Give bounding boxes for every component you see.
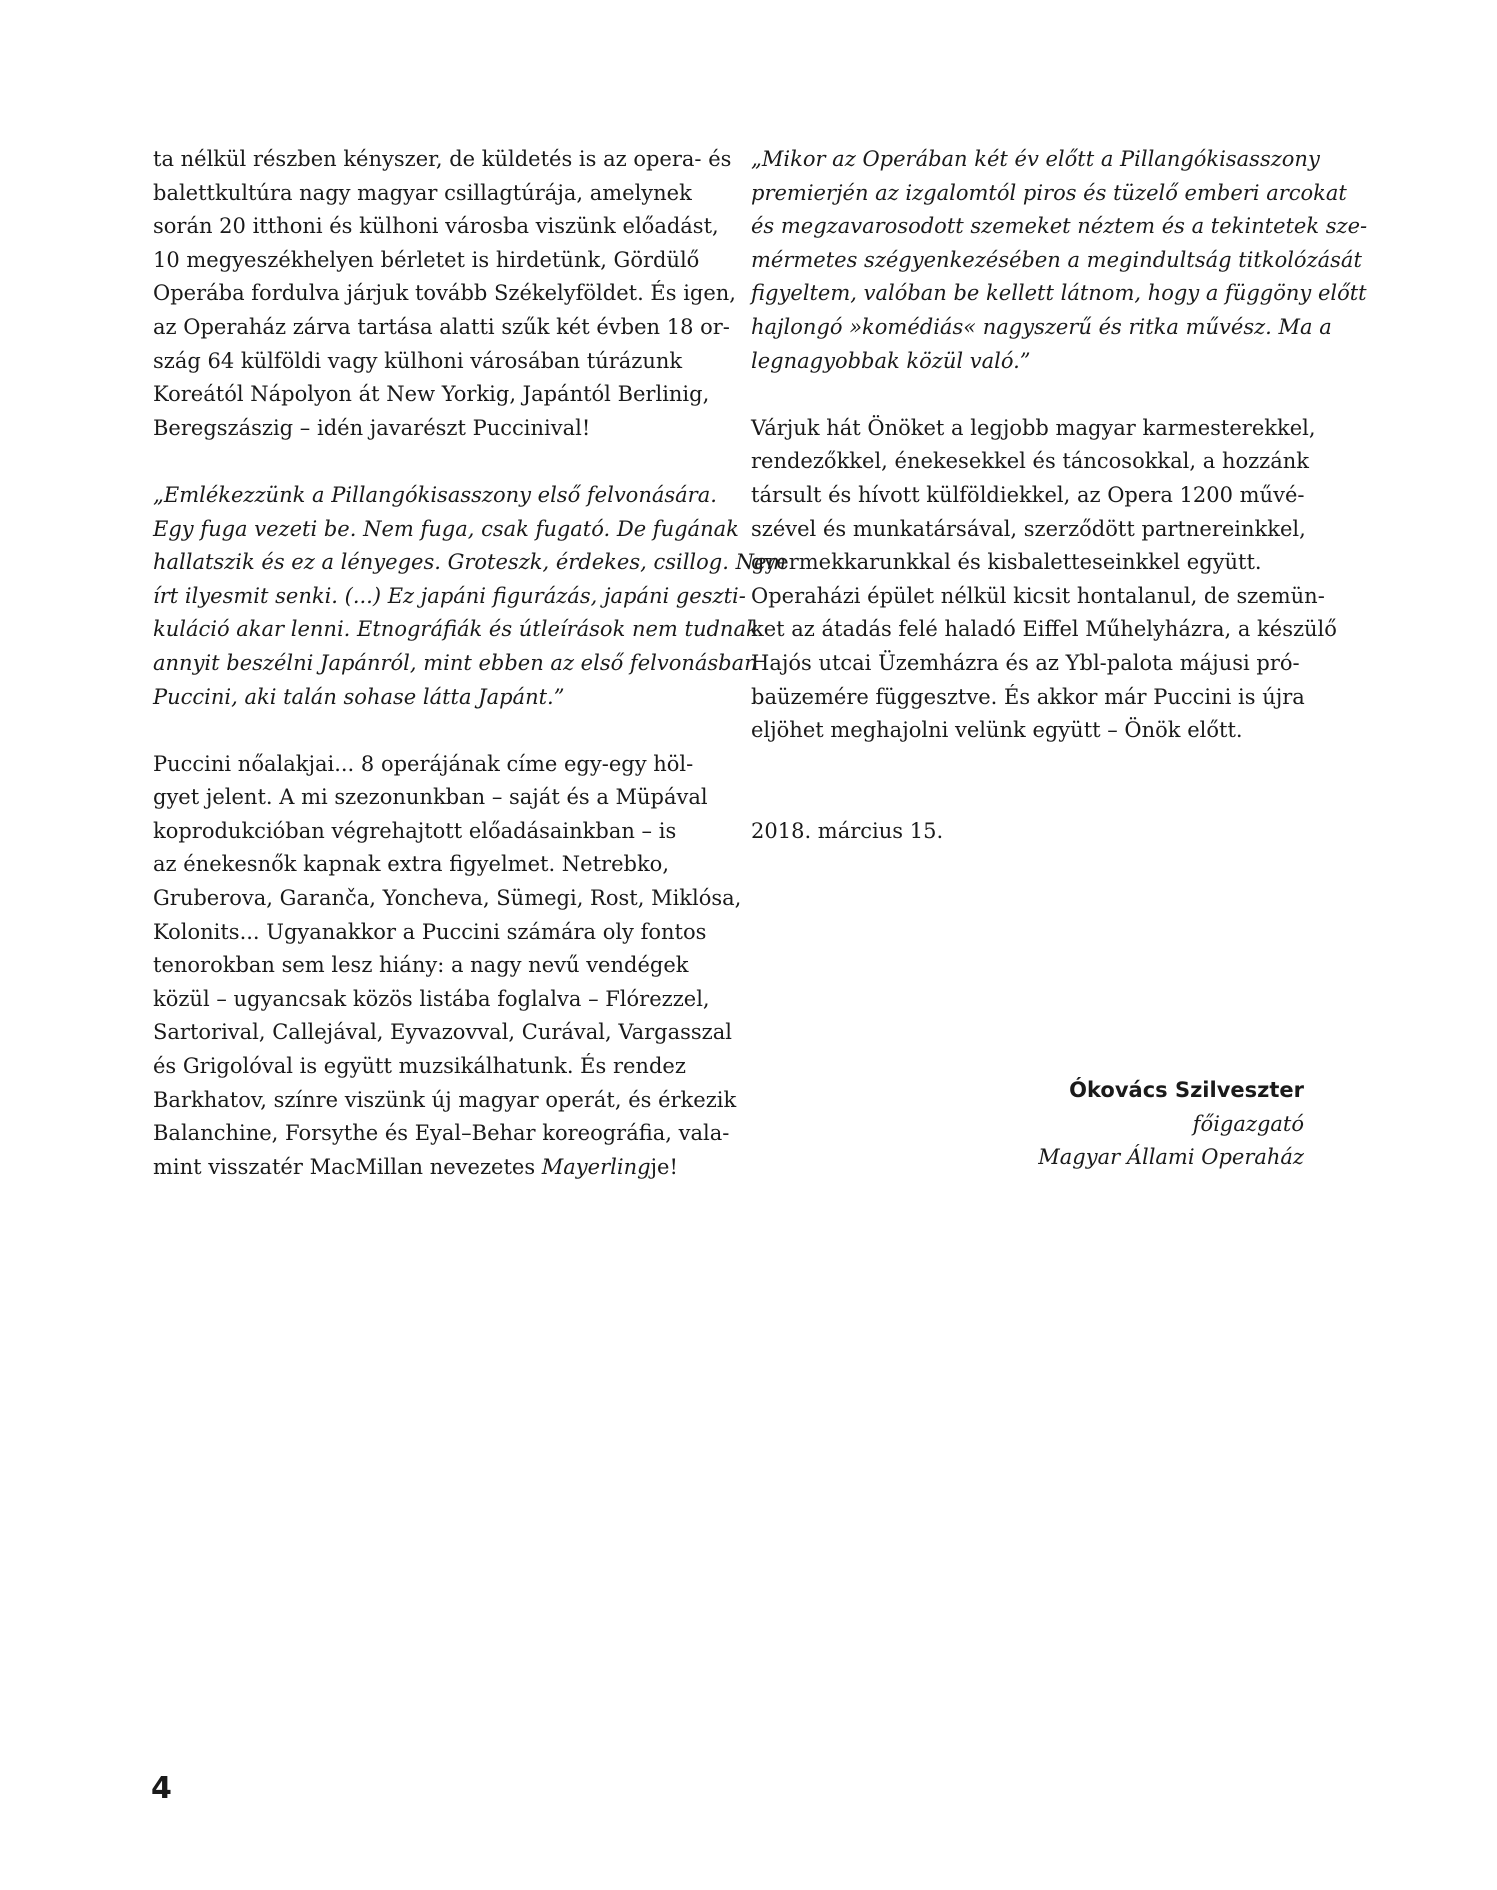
text-line: Hajós utcai Üzemházra és az Ybl-palota májusi pró- (751, 650, 1300, 675)
text-line: tenorokban sem lesz hiány: a nagy nevű vendégek (153, 953, 689, 978)
paragraph-2 (153, 748, 742, 1185)
text-line: szével és munkatársával, szerződött partnereinkkel, (751, 516, 1306, 541)
text-line: gyet jelent. A mi szezonunkban – saját és a Müpával (153, 785, 708, 810)
text-line: eljöhet meghajolni velünk együtt – Önök előtt. (751, 718, 1243, 743)
date: 2018. március 15. (751, 818, 944, 843)
quote-line: annyit beszélni Japánról, mint ebben az első felvonásban (153, 650, 758, 675)
quote-line: és megzavarosodott szemeket néztem és a tekintetek sze- (751, 214, 1368, 239)
text-line: baüzemére függesztve. És akkor már Puccini is újra (751, 684, 1305, 709)
text-line: az énekesnők kapnak extra figyelmet. Netrebko, (153, 852, 669, 877)
quote-line: premierjén az izgalomtól piros és tüzelő emberi arcokat (751, 180, 1347, 205)
text-line: Sartorival, Callejával, Eyvazovval, Curával, Vargasszal (153, 1020, 732, 1045)
text-line: 10 megyeszékhelyen bérletet is hirdetünk, Gördülő (153, 247, 700, 272)
text-line: Operaházi épület nélkül kicsit hontalanul, de szemün- (751, 583, 1325, 608)
quote-line: Puccini, aki talán sohase látta Japánt.” (153, 684, 565, 709)
quote-line: „Emlékezzünk a Pillangókisasszony első felvonására. (153, 482, 717, 507)
text-line: Puccini nőalakjai... 8 operájának címe egy-egy höl- (153, 751, 694, 776)
quote-line: írt ilyesmit senki. (...) Ez japáni figurázás, japáni geszti- (153, 583, 746, 608)
text-fragment: je! (650, 1154, 678, 1179)
quote-2 (751, 143, 1368, 378)
text-line: társult és hívott külföldiekkel, az Opera 1200 művé- (751, 482, 1305, 507)
paragraph-3 (751, 412, 1337, 748)
text-line: Balanchine, Forsythe és Eyal–Behar koreográfia, vala- (153, 1121, 730, 1146)
text-line: ket az átadás felé haladó Eiffel Műhelyházra, a készülő (751, 617, 1337, 642)
text-line: balettkultúra nagy magyar csillagtúrája, amelynek (153, 180, 692, 205)
text-line: Várjuk hát Önöket a legjobb magyar karmesterekkel, (751, 415, 1316, 440)
text-line: Beregszászig – idén javarészt Puccinival! (153, 415, 591, 440)
text-line-last (153, 1151, 723, 1185)
text-line: gyermekkarunkkal és kisbaletteseinkkel együtt. (751, 550, 1262, 575)
quote-line: kuláció akar lenni. Etnográfiák és útleírások nem tudnak (153, 617, 759, 642)
paragraph-1 (153, 143, 736, 445)
text-line: Kolonits... Ugyanakkor a Puccini számára oly fontos (153, 919, 707, 944)
signature-block (1038, 1074, 1304, 1175)
quote-line: hallatszik és ez a lényeges. Groteszk, érdekes, csillog. Nem (153, 550, 787, 575)
quote-line: figyeltem, valóban be kellett látnom, hogy a függöny előtt (751, 281, 1367, 306)
text-line: Operába fordulva járjuk tovább Székelyföldet. És igen, (153, 281, 736, 306)
quote-line: legnagyobbak közül való.” (751, 348, 1031, 373)
text-line: ta nélkül részben kényszer, de küldetés is az opera- és (153, 147, 732, 171)
text-line: Koreától Nápolyon át New Yorkig, Japántól Berlinig, (153, 382, 710, 407)
opera-title: Mayerling (541, 1154, 651, 1179)
text-line: koprodukcióban végrehajtott előadásainkban – is (153, 818, 677, 843)
text-line: során 20 itthoni és külhoni városba viszünk előadást, (153, 214, 719, 239)
signer-name: Ókovács Szilveszter (1069, 1078, 1304, 1102)
text-line: rendezőkkel, énekesekkel és táncosokkal, a hozzánk (751, 449, 1310, 474)
right-column (751, 143, 1368, 848)
text-line: az Operaház zárva tartása alatti szűk két évben 18 or- (153, 314, 730, 339)
signer-role: főigazgató (1192, 1111, 1304, 1136)
text-line: szág 64 külföldi vagy külhoni városában túrázunk (153, 348, 683, 373)
quote-line: hajlongó »komédiás« nagyszerű és ritka művész. Ma a (751, 314, 1332, 339)
quote-1 (153, 479, 787, 714)
text-line: és Grigolóval is együtt muzsikálhatunk. És rendez (153, 1054, 686, 1079)
text-line: közül – ugyancsak közös listába foglalva – Flórezzel, (153, 986, 710, 1011)
text-line: Barkhatov, színre viszünk új magyar operát, és érkezik (153, 1087, 737, 1112)
quote-line: Egy fuga vezeti be. Nem fuga, csak fugató. De fugának (153, 516, 739, 541)
signer-organization: Magyar Állami Operaház (1038, 1145, 1304, 1170)
quote-line: „Mikor az Operában két év előtt a Pillangókisasszony (751, 147, 1320, 171)
text-fragment: mint visszatér MacMillan nevezetes (153, 1154, 542, 1179)
left-column (153, 143, 787, 1184)
quote-line: mérmetes szégyenkezésében a megindultság titkolózását (751, 247, 1362, 272)
page-number: 4 (151, 1771, 172, 1806)
text-line: Gruberova, Garanča, Yoncheva, Sümegi, Rost, Miklósa, (153, 886, 742, 911)
